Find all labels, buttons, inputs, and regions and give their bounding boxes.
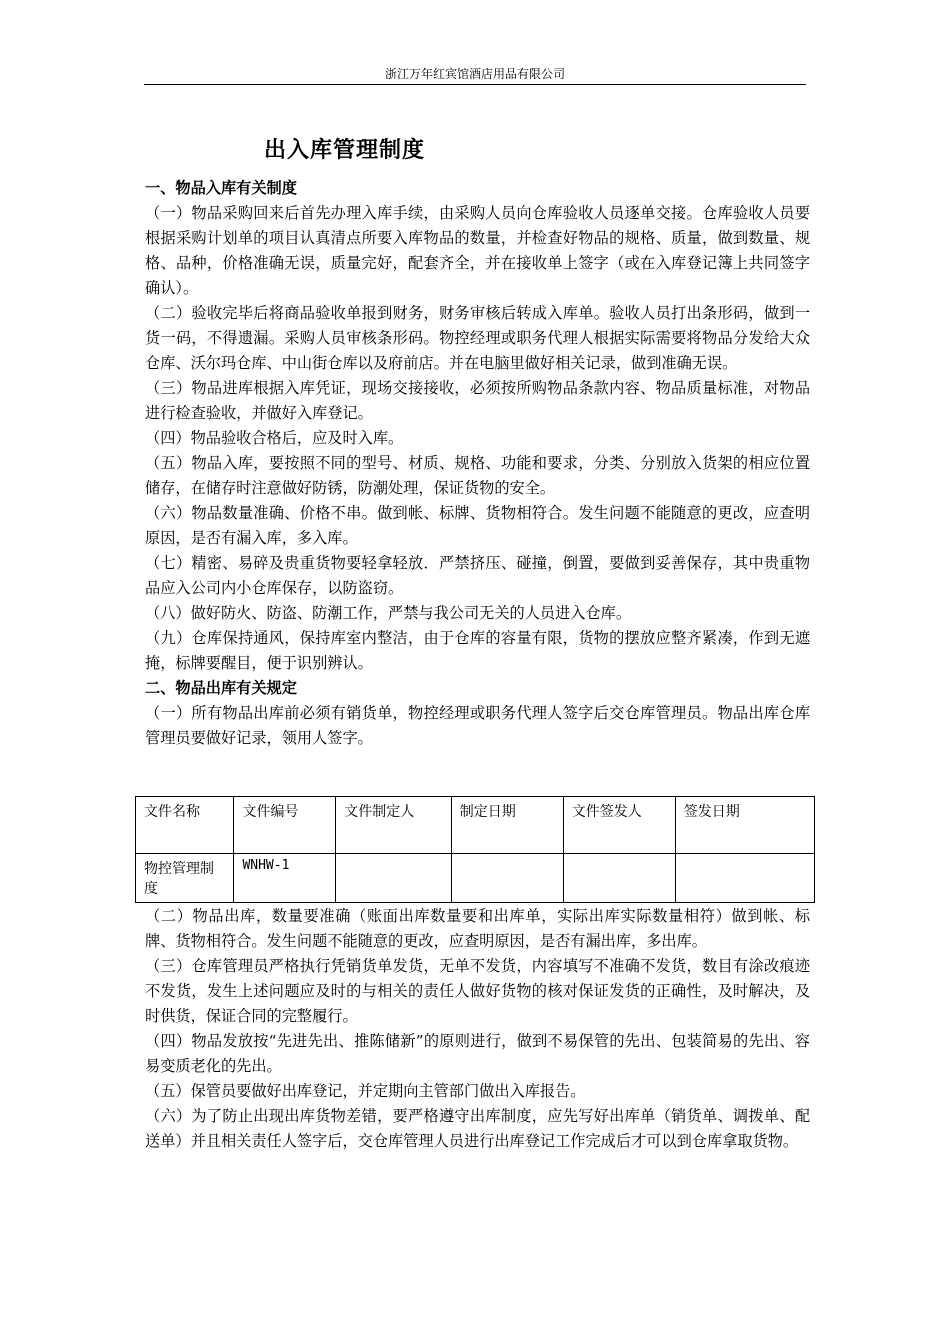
table-header-row	[136, 797, 815, 854]
section-outbound	[145, 904, 810, 1154]
table-header-cell: 文件制定人	[336, 797, 451, 854]
paragraph: （四）物品发放按“先进先出、推陈储新”的原则进行，做到不易保管的先出、包装简易的先出、容易变质老化的先出。	[145, 1032, 810, 1075]
document-title: 出入库管理制度	[264, 137, 426, 163]
paragraph: （八）做好防火、防盗、防潮工作，严禁与我公司无关的人员进入仓库。	[145, 604, 631, 622]
paragraph: （二）物品出库，数量要准确（账面出库数量要和出库单，实际出库实际数量相符）做到帐、标牌、货物相符合。发生问题不能随意的更改，应查明原因，是否有漏出库，多出库。	[145, 907, 810, 950]
table-header-cell: 签发日期	[675, 797, 814, 854]
section-heading: 一、物品入库有关制度	[145, 179, 297, 197]
document-info-table	[135, 796, 815, 903]
table-cell: WNHW-1	[234, 854, 336, 903]
table-header-cell: 文件签发人	[563, 797, 675, 854]
paragraph: （四）物品验收合格后，应及时入库。	[145, 429, 404, 447]
paragraph: （六）为了防止出现出库货物差错，要严格遵守出库制度，应先写好出库单（销货单、调拨单、配送单）并且相关责任人签字后，交仓库管理人员进行出库登记工作完成后才可以到仓库拿取货物。	[145, 1107, 810, 1150]
paragraph: （一）物品采购回来后首先办理入库手续，由采购人员向仓库验收人员逐单交接。仓库验收人员要根据采购计划单的项目认真清点所要入库物品的数量，并检查好物品的规格、质量，做到数量、规格、品种，价格准确无误，质量完好，配套齐全，并在接收单上签字（或在入库登记簿上共同签字确认）。	[145, 204, 810, 297]
paragraph: （六）物品数量准确、价格不串。做到帐、标牌、货物相符合。发生问题不能随意的更改，应查明原因，是否有漏入库，多入库。	[145, 504, 810, 547]
table-cell: 物控管理制度	[136, 854, 234, 903]
paragraph: （五）物品入库，要按照不同的型号、材质、规格、功能和要求，分类、分别放入货架的相应位置储存，在储存时注意做好防锈，防潮处理，保证货物的安全。	[145, 454, 810, 497]
paragraph: （九）仓库保持通风，保持库室内整洁，由于仓库的容量有限，货物的摆放应整齐紧凑，作到无遮掩，标牌要醒目，便于识别辨认。	[145, 629, 810, 672]
table-cell	[336, 854, 451, 903]
table-cell	[451, 854, 563, 903]
company-header: 浙江万年红宾馆酒店用品有限公司	[384, 67, 565, 81]
table-row	[136, 854, 815, 903]
section-heading: 二、物品出库有关规定	[145, 679, 297, 697]
table-cell	[563, 854, 675, 903]
paragraph: （七）精密、易碎及贵重货物要轻拿轻放．严禁挤压、碰撞，倒置，要做到妥善保存，其中贵重物品应入公司内小仓库保存，以防盗窃。	[145, 554, 810, 597]
paragraph: （三）物品进库根据入库凭证，现场交接接收，必须按所购物品条款内容、物品质量标准，对物品进行检查验收，并做好入库登记。	[145, 379, 810, 422]
paragraph: （三）仓库管理员严格执行凭销货单发货，无单不发货，内容填写不准确不发货，数目有涂改痕迹不发货，发生上述问题应及时的与相关的责任人做好货物的核对保证发货的正确性，及时解决，及时供货，保证合同的完整履行。	[145, 957, 810, 1025]
paragraph: （五）保管员要做好出库登记，并定期向主管部门做出入库报告。	[145, 1082, 586, 1100]
table-header-cell: 制定日期	[451, 797, 563, 854]
header-divider	[144, 84, 806, 85]
table-header-cell: 文件编号	[234, 797, 336, 854]
paragraph: （二）验收完毕后将商品验收单报到财务，财务审核后转成入库单。验收人员打出条形码，做到一货一码，不得遗漏。采购人员审核条形码。物控经理或职务代理人根据实际需要将物品分发给大众仓库、沃尔玛仓库、中山街仓库以及府前店。并在电脑里做好相关记录，做到准确无误。	[145, 304, 810, 372]
table-header-cell: 文件名称	[136, 797, 234, 854]
table-cell	[675, 854, 814, 903]
section-inbound	[145, 176, 810, 751]
paragraph: （一）所有物品出库前必须有销货单，物控经理或职务代理人签字后交仓库管理员。物品出库仓库管理员要做好记录，领用人签字。	[145, 704, 810, 747]
